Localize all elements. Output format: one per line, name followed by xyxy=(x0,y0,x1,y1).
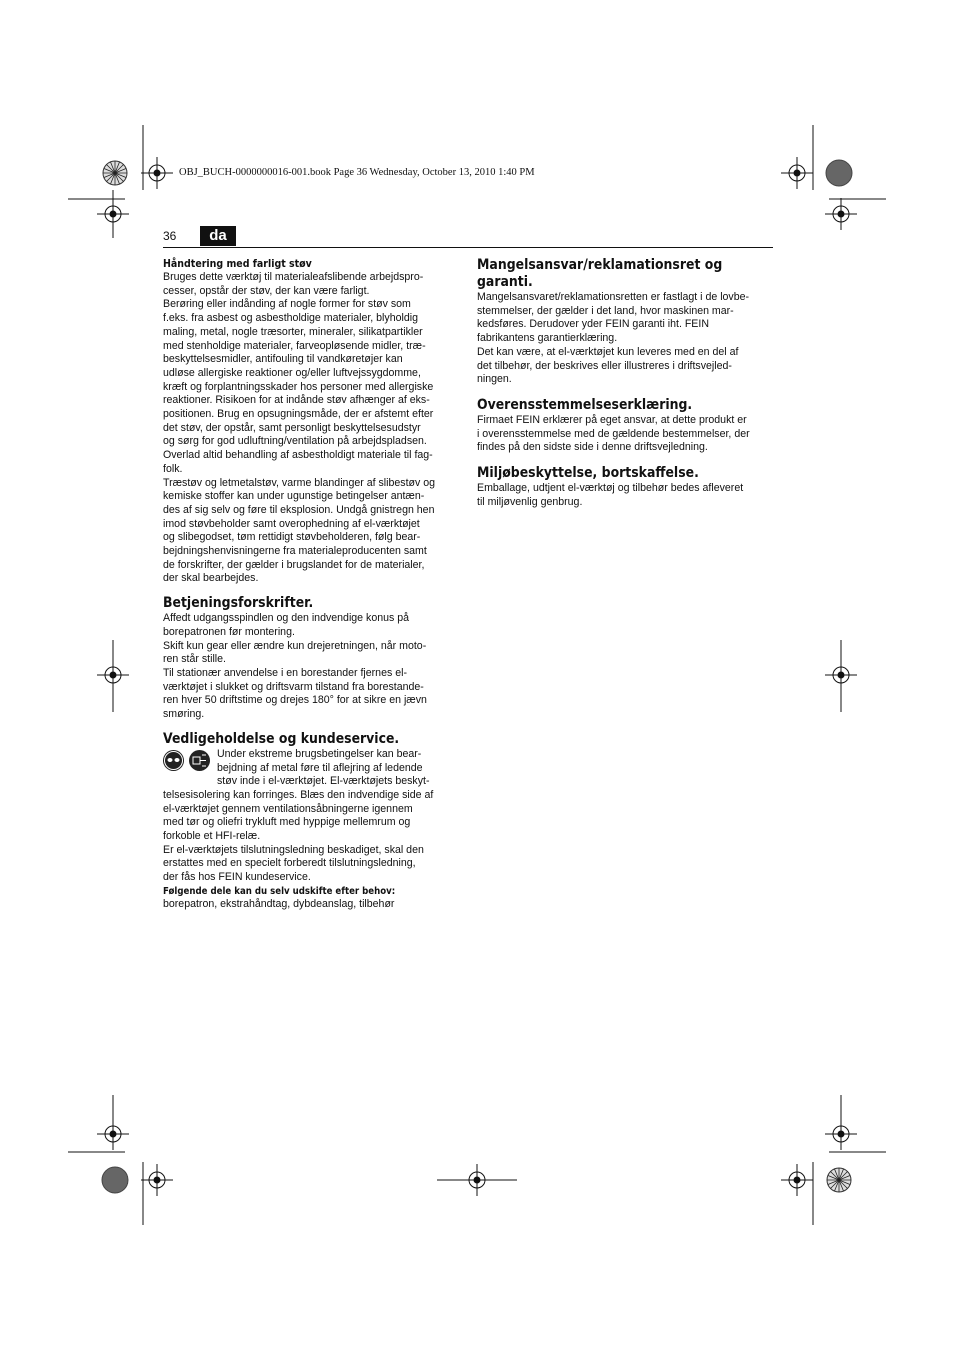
text-line: beskyttelsesmidler, antifouling til vandkøretøjer kan xyxy=(163,353,403,366)
right-column xyxy=(477,257,775,509)
text-line: findes på den sidste side i denne driftsvejledning. xyxy=(477,441,708,454)
registration-dot-top-right xyxy=(826,160,852,186)
text-line: Emballage, udtjent el-værktøj og tilbehør bedes afleveret xyxy=(477,482,744,495)
text-line: Træstøv og letmetalstøv, varme blandinger af slibestøv og xyxy=(163,476,436,489)
text-line: med tør og oliefri trykluft med hyppige mellemrum og xyxy=(163,816,411,829)
registration-star-top-left xyxy=(103,161,127,185)
warranty-heading: Mangelsansvar/reklamationsret og xyxy=(477,257,723,273)
unplug-icon xyxy=(189,750,210,771)
text-line: Under ekstreme brugsbetingelser kan bear- xyxy=(217,747,422,760)
text-line: Mangelsansvaret/reklamationsretten er fastlagt i de lovbe- xyxy=(477,291,750,303)
text-line: der fås hos FEIN kundeservice. xyxy=(163,871,311,884)
text-line: der skal bearbejdes. xyxy=(163,572,259,585)
text-line: borepatronen før montering. xyxy=(163,625,295,638)
language-badge: da xyxy=(200,226,236,246)
text-line: kemiske stoffer kan under ugunstige betingelser antæn- xyxy=(163,490,425,503)
text-line: positionen. Brug en opsugningsmåde, der er afstemt efter xyxy=(163,408,434,421)
warranty-text xyxy=(477,291,775,387)
text-line: Det kan være, at el-værktøjet kun leveres med en del af xyxy=(477,345,739,358)
text-line: Til stationær anvendelse i en borestander fjernes el- xyxy=(163,666,407,679)
text-line: fabrikantens garantierklæring. xyxy=(477,332,618,345)
text-line: folk. xyxy=(163,462,183,475)
text-line: forkoble et HFI-relæ. xyxy=(163,829,261,842)
parts-text: borepatron, ekstrahåndtag, dybdeanslag, tilbehør xyxy=(163,897,395,910)
text-line: kræft og forplantningsskader hos personer med allergiske xyxy=(163,380,434,393)
text-line: reaktioner. Risikoen for at indånde støv afhænger af eks- xyxy=(163,394,430,407)
text-line: ren står stille. xyxy=(163,653,226,666)
text-line: støv inde i el-værktøjet. El-værktøjets beskyt- xyxy=(217,775,430,788)
print-header: OBJ_BUCH-0000000016-001.book Page 36 Wednesday, October 13, 2010 1:40 PM xyxy=(179,167,535,178)
dust-text xyxy=(163,271,463,586)
environment-heading: Miljøbeskyttelse, bortskaffelse. xyxy=(477,465,699,482)
operation-text xyxy=(163,612,463,722)
dust-heading: Håndtering med farligt støv xyxy=(163,257,312,270)
text-line: Skift kun gear eller ændre kun drejeretningen, når moto- xyxy=(163,639,427,652)
page-number: 36 xyxy=(163,229,177,243)
eye-protection-icon xyxy=(163,750,184,771)
text-line: Berøring eller indånding af nogle former for støv som xyxy=(163,298,411,311)
text-line: og sørg for god udluftning/ventilation på arbejdspladsen. xyxy=(163,435,427,448)
maintenance-icon-block xyxy=(163,748,463,789)
text-line: Firmaet FEIN erklærer på eget ansvar, at dette produkt er xyxy=(477,413,747,426)
left-column xyxy=(163,257,463,911)
text-line: maling, metal, nogle træsorter, mineraler, silikatpartikler xyxy=(163,325,423,338)
text-line: des af sig selv og føre til eksplosion. Undgå gnistregn hen xyxy=(163,503,435,516)
text-line: til miljøvenlig genbrug. xyxy=(477,495,583,508)
conformity-heading: Overensstemmelseserklæring. xyxy=(477,396,693,413)
text-line: værktøjet i slukket og driftsvarm tilstand fra borestande- xyxy=(163,680,424,693)
maintenance-text xyxy=(163,789,463,885)
text-line: Bruges dette værktøj til materialeafslibende arbejdspro- xyxy=(163,271,424,283)
text-line: telsesisolering kan forringes. Blæs den indvendige side af xyxy=(163,788,434,801)
conformity-text xyxy=(477,414,775,455)
text-line: smøring. xyxy=(163,708,205,721)
header-rule xyxy=(163,247,773,248)
text-line: kedsføres. Derudover yder FEIN garanti iht. FEIN xyxy=(477,318,709,331)
text-line: imod støvbeholder samt overophedning af el-værktøjet xyxy=(163,517,420,530)
text-line: bejdning af metal føre til aflejring af ledende xyxy=(217,761,423,774)
parts-heading: Følgende dele kan du selv udskifte efter behov: xyxy=(163,885,396,897)
text-line: udløse allergiske reaktioner og/eller luftvejssygdomme, xyxy=(163,366,421,379)
maintenance-icon-text xyxy=(217,748,430,789)
text-line: cesser, opstår der støv, der kan være farligt. xyxy=(163,284,370,297)
maintenance-heading: Vedligeholdelse og kundeservice. xyxy=(163,730,400,747)
text-line: det tilbehør, der beskrives eller illustreres i driftsvejled- xyxy=(477,359,732,372)
text-line: Overlad altid behandling af asbestholdigt materiale til fag- xyxy=(163,449,433,462)
text-line: det støv, der opstår, samt personligt beskyttelsesudstyr xyxy=(163,421,421,434)
text-line: Er el-værktøjets tilslutningsledning beskadiget, skal den xyxy=(163,843,424,856)
registration-star-bottom-right xyxy=(827,1168,851,1192)
text-line: Affedt udgangsspindlen og den indvendige konus på xyxy=(163,612,410,625)
text-line: ningen. xyxy=(477,373,512,386)
text-line: og slibegodset, tøm rettidigt støvbeholderen, følg bear- xyxy=(163,531,421,544)
registration-dot-bottom-left xyxy=(102,1167,128,1193)
text-line: erstattes med en specielt forberedt tilslutningsledning, xyxy=(163,857,416,870)
text-line: med stenholdige materialer, farveopløsende midler, træ- xyxy=(163,339,426,352)
environment-text xyxy=(477,482,775,509)
text-line: f.eks. fra asbest og asbestholdige materialer, blyholdig xyxy=(163,312,418,325)
text-line: bejdningshenvisningerne fra materialeproducenten samt xyxy=(163,545,427,558)
text-line: ren hver 50 driftstime og drejes 180° for at sikre en jævn xyxy=(163,694,427,707)
text-line: el-værktøjet gennem ventilationsåbningerne igennem xyxy=(163,802,413,815)
text-line: i overensstemmelse med de gældende bestemmelser, der xyxy=(477,427,750,440)
text-line: stemmelser, der gælder i det land, hvor maskinen mar- xyxy=(477,304,734,317)
operation-heading: Betjeningsforskrifter. xyxy=(163,595,314,612)
warranty-heading-cont: garanti. xyxy=(477,274,533,290)
text-line: de forskrifter, der gælder i brugslandet for de materialer, xyxy=(163,558,425,571)
